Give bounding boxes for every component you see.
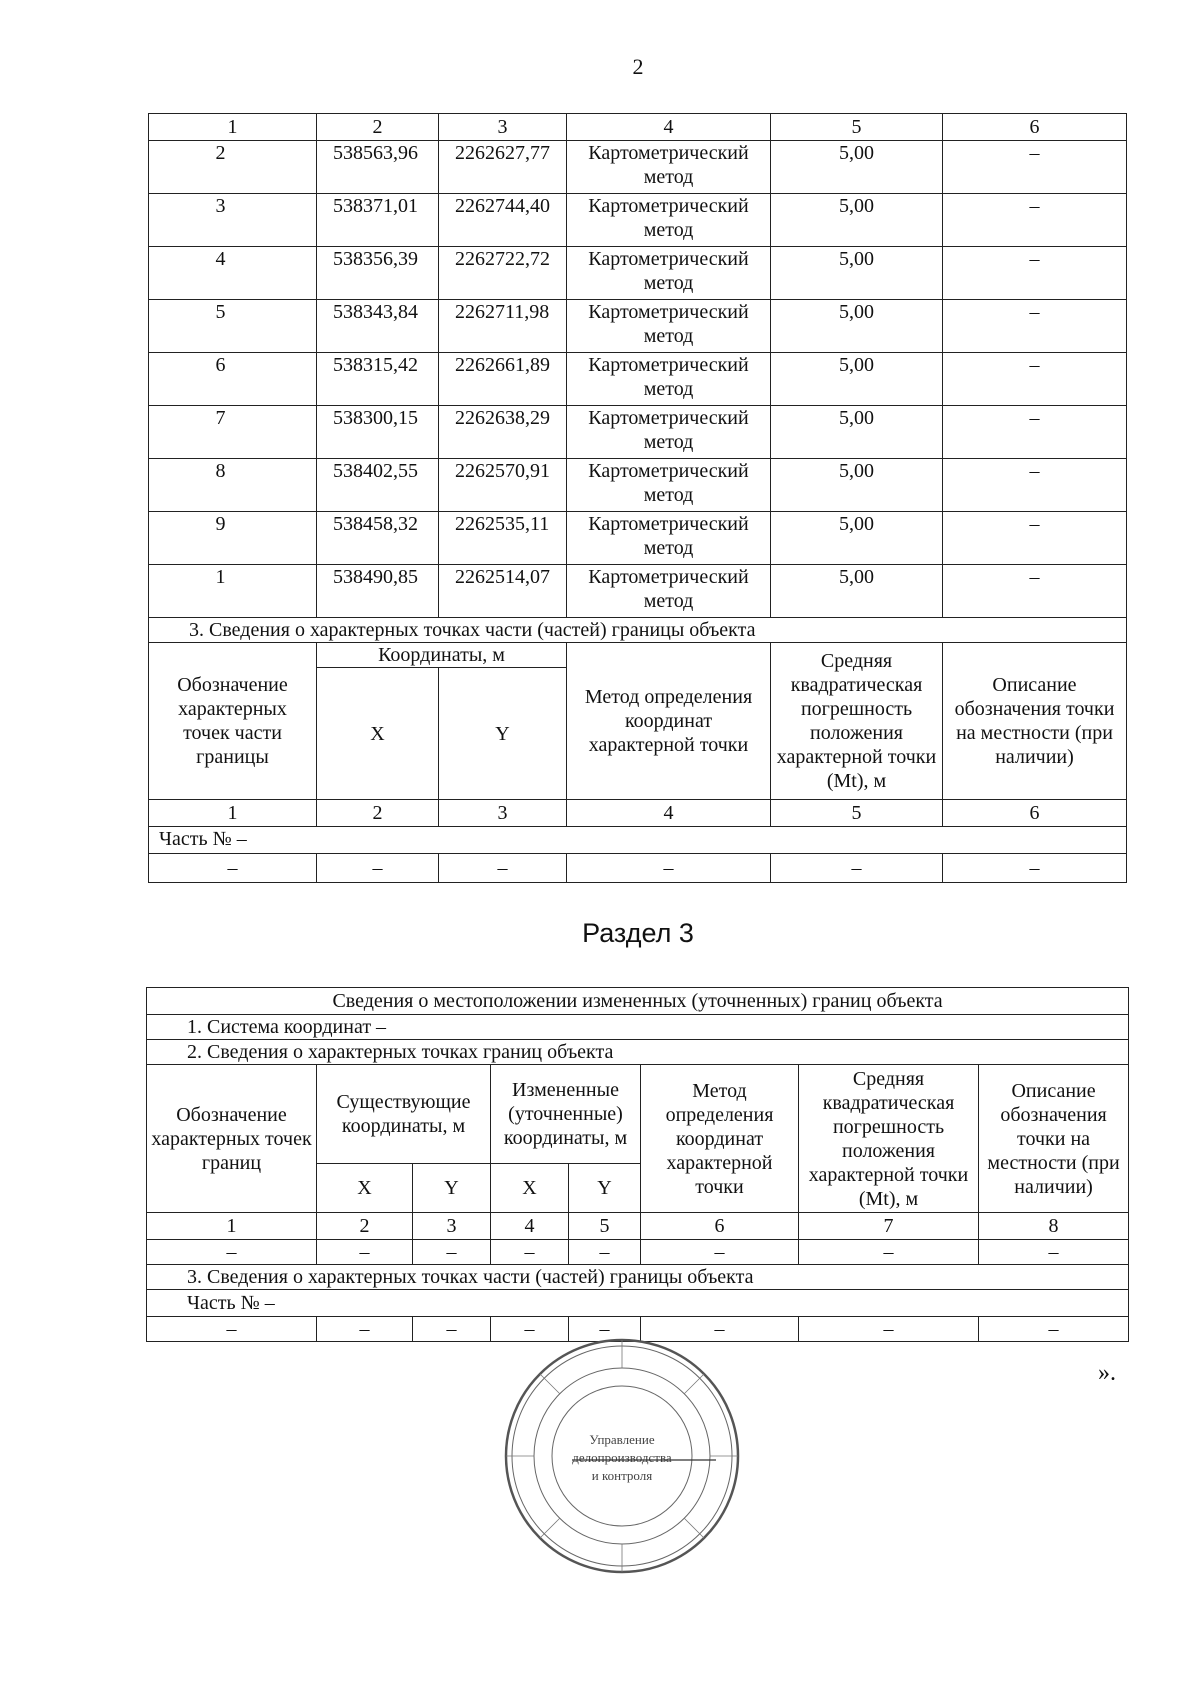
- t2-col-num-row: [147, 1213, 1129, 1240]
- dash-cell: –: [413, 1317, 491, 1342]
- col-header-desc: Описание обозначения точки на местности (при наличии): [943, 643, 1127, 800]
- t2-header-designation: Обозначение характерных точек границ: [147, 1065, 317, 1213]
- t2-header-mt: Средняя квадратическая погрешность положения характерной точки (Mt), м: [799, 1065, 979, 1213]
- method: Картометрический метод: [567, 194, 771, 247]
- description: –: [943, 300, 1127, 353]
- col-num: 2: [317, 114, 439, 141]
- dash-cell: –: [439, 854, 567, 883]
- col-num: 5: [771, 800, 943, 827]
- section3-row: [149, 618, 1127, 643]
- point-number: 8: [149, 459, 317, 512]
- closing-quote: ».: [1098, 1360, 1116, 1386]
- dash-cell: –: [641, 1240, 799, 1265]
- t2-header-existing: Существующие координаты, м: [317, 1065, 491, 1164]
- col-num: 2: [317, 800, 439, 827]
- table-row: [149, 565, 1127, 618]
- col-num: 7: [799, 1213, 979, 1240]
- col-num: 5: [771, 114, 943, 141]
- col-header-mt: Средняя квадратическая погрешность положения характерной точки (Mt), м: [771, 643, 943, 800]
- page-number: 2: [632, 54, 644, 79]
- x-coordinate: 538356,39: [317, 247, 439, 300]
- dash-cell: –: [317, 1240, 413, 1265]
- description: –: [943, 194, 1127, 247]
- table-row: [149, 459, 1127, 512]
- table-row: [149, 300, 1127, 353]
- mt-value: 5,00: [771, 300, 943, 353]
- description: –: [943, 247, 1127, 300]
- t2-header-y1: Y: [413, 1164, 491, 1213]
- section-title: Раздел 3: [582, 918, 694, 948]
- col-num: 3: [413, 1213, 491, 1240]
- y-coordinate: 2262744,40: [439, 194, 567, 247]
- description: –: [943, 459, 1127, 512]
- point-number: 4: [149, 247, 317, 300]
- col-header-y: Y: [439, 668, 567, 800]
- part-points-title: 3. Сведения о характерных точках части (частей) границы объекта: [147, 1265, 1129, 1290]
- seal-text-line: делопроизводства: [572, 1450, 672, 1465]
- point-number: 9: [149, 512, 317, 565]
- coord-system-row: [147, 1015, 1129, 1040]
- y-coordinate: 2262535,11: [439, 512, 567, 565]
- point-number: 2: [149, 141, 317, 194]
- part-points-title-row: [147, 1265, 1129, 1290]
- dash-cell: –: [413, 1240, 491, 1265]
- col-num: 2: [317, 1213, 413, 1240]
- part-label: Часть № –: [149, 827, 1127, 854]
- x-coordinate: 538300,15: [317, 406, 439, 459]
- point-number: 5: [149, 300, 317, 353]
- table2-title: Сведения о местоположении измененных (уточненных) границ объекта: [147, 988, 1129, 1015]
- dash-cell: –: [799, 1240, 979, 1265]
- point-number: 7: [149, 406, 317, 459]
- table-row: [149, 141, 1127, 194]
- t2-header-x2: X: [491, 1164, 569, 1213]
- table2-title-row: [147, 988, 1129, 1015]
- mt-value: 5,00: [771, 141, 943, 194]
- x-coordinate: 538315,42: [317, 353, 439, 406]
- t2-part-label: Часть № –: [147, 1290, 1129, 1317]
- col-num-row: [149, 800, 1127, 827]
- dash-cell: –: [641, 1317, 799, 1342]
- t2-header-x1: X: [317, 1164, 413, 1213]
- table-row: [149, 194, 1127, 247]
- x-coordinate: 538402,55: [317, 459, 439, 512]
- mt-value: 5,00: [771, 512, 943, 565]
- dash-cell: –: [979, 1317, 1129, 1342]
- method: Картометрический метод: [567, 459, 771, 512]
- col-num: 6: [943, 114, 1127, 141]
- method: Картометрический метод: [567, 353, 771, 406]
- col-header-row: [149, 643, 1127, 668]
- t2-header-method: Метод определения координат характерной точки: [641, 1065, 799, 1213]
- col-num: 6: [943, 800, 1127, 827]
- section3-title: 3. Сведения о характерных точках части (частей) границы объекта: [149, 618, 1127, 643]
- col-header-coords: Координаты, м: [317, 643, 567, 668]
- y-coordinate: 2262514,07: [439, 565, 567, 618]
- y-coordinate: 2262661,89: [439, 353, 567, 406]
- x-coordinate: 538371,01: [317, 194, 439, 247]
- col-num: 3: [439, 800, 567, 827]
- mt-value: 5,00: [771, 565, 943, 618]
- description: –: [943, 512, 1127, 565]
- method: Картометрический метод: [567, 141, 771, 194]
- seal-graphic: [502, 1336, 742, 1576]
- dash-cell: –: [491, 1317, 569, 1342]
- official-seal: [502, 1336, 742, 1576]
- method: Картометрический метод: [567, 247, 771, 300]
- table-row: [149, 247, 1127, 300]
- col-header-method: Метод определения координат характерной точки: [567, 643, 771, 800]
- description: –: [943, 353, 1127, 406]
- dash-cell: –: [317, 1317, 413, 1342]
- col-header-x: X: [317, 668, 439, 800]
- col-num: 4: [567, 114, 771, 141]
- y-coordinate: 2262711,98: [439, 300, 567, 353]
- col-num: 4: [567, 800, 771, 827]
- x-coordinate: 538563,96: [317, 141, 439, 194]
- seal-text-line: и контроля: [591, 1468, 653, 1483]
- mt-value: 5,00: [771, 353, 943, 406]
- point-number: 1: [149, 565, 317, 618]
- col-num: 1: [149, 800, 317, 827]
- dash-cell: –: [149, 854, 317, 883]
- description: –: [943, 141, 1127, 194]
- t2-header-row: [147, 1065, 1129, 1164]
- x-coordinate: 538343,84: [317, 300, 439, 353]
- method: Картометрический метод: [567, 406, 771, 459]
- x-coordinate: 538458,32: [317, 512, 439, 565]
- x-coordinate: 538490,85: [317, 565, 439, 618]
- point-number: 3: [149, 194, 317, 247]
- dash-cell: –: [979, 1240, 1129, 1265]
- coordinates-table: [148, 113, 1127, 883]
- method: Картометрический метод: [567, 512, 771, 565]
- dash-cell: –: [771, 854, 943, 883]
- t2-part-row: [147, 1290, 1129, 1317]
- dash-cell: –: [491, 1240, 569, 1265]
- points-title: 2. Сведения о характерных точках границ объекта: [147, 1040, 1129, 1065]
- t2-header-y2: Y: [569, 1164, 641, 1213]
- dash-cell: –: [317, 854, 439, 883]
- col-num: 5: [569, 1213, 641, 1240]
- dash-cell: –: [569, 1240, 641, 1265]
- coord-system: 1. Система координат –: [147, 1015, 1129, 1040]
- table-header-numbers: [149, 114, 1127, 141]
- y-coordinate: 2262570,91: [439, 459, 567, 512]
- t2-dash-row: [147, 1240, 1129, 1265]
- table-row: [149, 512, 1127, 565]
- description: –: [943, 406, 1127, 459]
- method: Картометрический метод: [567, 565, 771, 618]
- dash-row: [149, 854, 1127, 883]
- description: –: [943, 565, 1127, 618]
- table-row: [149, 353, 1127, 406]
- seal-text-line: Управление: [589, 1432, 655, 1447]
- col-num: 4: [491, 1213, 569, 1240]
- t2-header-changed: Измененные (уточненные) координаты, м: [491, 1065, 641, 1164]
- y-coordinate: 2262722,72: [439, 247, 567, 300]
- col-num: 3: [439, 114, 567, 141]
- dash-cell: –: [567, 854, 771, 883]
- dash-cell: –: [147, 1240, 317, 1265]
- table-row: [149, 406, 1127, 459]
- method: Картометрический метод: [567, 300, 771, 353]
- part-row: [149, 827, 1127, 854]
- mt-value: 5,00: [771, 406, 943, 459]
- y-coordinate: 2262627,77: [439, 141, 567, 194]
- col-header-designation: Обозначение характерных точек части границы: [149, 643, 317, 800]
- col-num: 1: [149, 114, 317, 141]
- dash-cell: –: [799, 1317, 979, 1342]
- dash-cell: –: [147, 1317, 317, 1342]
- col-num: 6: [641, 1213, 799, 1240]
- point-number: 6: [149, 353, 317, 406]
- mt-value: 5,00: [771, 194, 943, 247]
- col-num: 8: [979, 1213, 1129, 1240]
- dash-cell: –: [943, 854, 1127, 883]
- mt-value: 5,00: [771, 247, 943, 300]
- mt-value: 5,00: [771, 459, 943, 512]
- points-title-row: [147, 1040, 1129, 1065]
- dash-cell: –: [569, 1317, 641, 1342]
- changed-boundaries-table: [146, 987, 1129, 1342]
- t2-header-desc: Описание обозначения точки на местности (при наличии): [979, 1065, 1129, 1213]
- y-coordinate: 2262638,29: [439, 406, 567, 459]
- col-num: 1: [147, 1213, 317, 1240]
